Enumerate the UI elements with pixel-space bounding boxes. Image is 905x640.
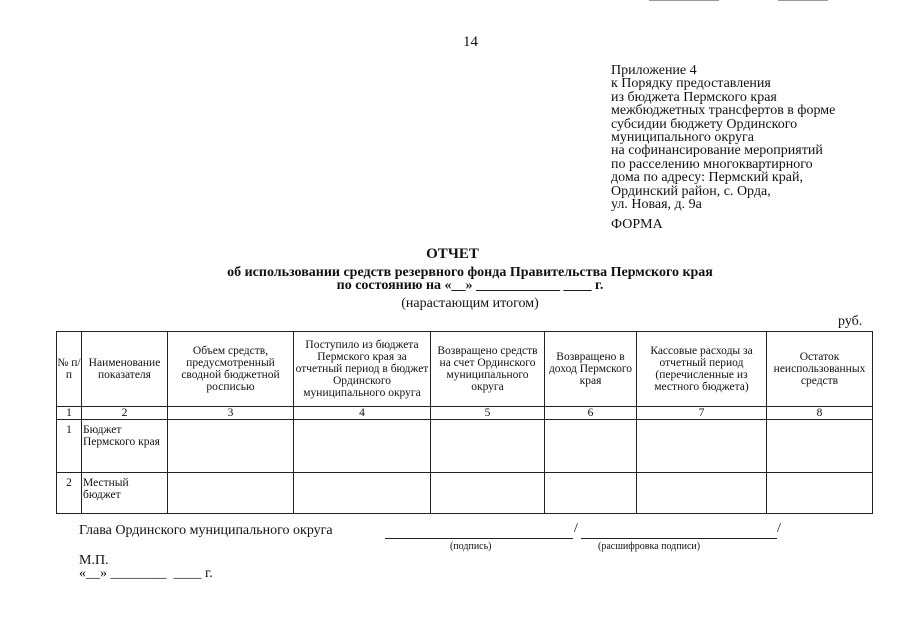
decoding-caption: (расшифровка подписи) [598, 541, 701, 552]
table-cell [168, 473, 294, 514]
signature-line [385, 538, 573, 539]
column-header: Возвращено средств на счет Ординского муниципального округа [431, 332, 545, 407]
row-name: Бюджет Пермского края [82, 420, 168, 473]
row-number: 2 [57, 473, 82, 514]
currency-unit: руб. [838, 314, 863, 329]
appendix-line: Ординский район, с. Орда, [611, 183, 771, 199]
appendix-line: межбюджетных трансфертов в форме [611, 103, 836, 119]
column-header: Поступило из бюджета Пермского края за отчетный период в бюджет Ординского муниципального округа [294, 332, 431, 407]
date-line: «__» ________ ____ г. [79, 566, 213, 581]
signature-separator: / [777, 521, 781, 536]
column-number: 7 [637, 407, 767, 420]
table-row [57, 420, 873, 473]
report-date-line: по состоянию на «__» ____________ ____ г. [336, 278, 604, 293]
appendix-line: на софинансирование мероприятий [611, 143, 823, 159]
report-subtitle [0, 266, 905, 292]
signature-label: Глава Ординского муниципального округа [79, 523, 333, 538]
row-number: 1 [57, 420, 82, 473]
appendix-line: к Порядку предоставления [611, 76, 771, 92]
signature-caption: (подпись) [450, 541, 492, 552]
table-cell [294, 420, 431, 473]
decoding-line [581, 538, 777, 539]
table-cell [545, 420, 637, 473]
page-number: 14 [463, 34, 478, 50]
table-cell [637, 473, 767, 514]
column-number: 3 [168, 407, 294, 420]
table-header-row [57, 332, 873, 407]
appendix-line: по расселению многоквартирного [611, 156, 813, 172]
appendix-line: из бюджета Пермского края [611, 89, 777, 105]
report-table [56, 331, 873, 514]
seal-label: М.П. [79, 553, 109, 568]
column-number: 2 [82, 407, 168, 420]
table-cell [168, 420, 294, 473]
table-row [57, 473, 873, 514]
column-header: Возвращено в доход Пермского края [545, 332, 637, 407]
appendix-block [611, 64, 871, 211]
table-cell [431, 473, 545, 514]
column-header: Кассовые расходы за отчетный период (перечисленные из местного бюджета) [637, 332, 767, 407]
appendix-line: дома по адресу: Пермский край, [611, 170, 803, 186]
column-number: 1 [57, 407, 82, 420]
report-subtitle-line: об использовании средств резервного фонда Правительства Пермского края [227, 265, 713, 280]
report-title: ОТЧЕТ [426, 246, 479, 262]
column-number: 5 [431, 407, 545, 420]
table-cell [431, 420, 545, 473]
table-cell [294, 473, 431, 514]
column-number: 8 [767, 407, 873, 420]
appendix-line: ул. Новая, д. 9а [611, 197, 702, 213]
report-note: (нарастающим итогом) [401, 296, 539, 311]
appendix-line: Приложение 4 [611, 63, 697, 78]
column-number-row [57, 407, 873, 420]
table-cell [545, 473, 637, 514]
column-number: 6 [545, 407, 637, 420]
table-cell [637, 420, 767, 473]
column-number: 4 [294, 407, 431, 420]
top-edge-rule [778, 0, 828, 1]
column-header: Наименование показателя [82, 332, 168, 407]
column-header: № п/п [57, 332, 82, 407]
column-header: Объем средств, предусмотренный сводной бюджетной росписью [168, 332, 294, 407]
appendix-line: муниципального округа [611, 130, 754, 146]
row-name: Местный бюджет [82, 473, 168, 514]
form-label: ФОРМА [611, 217, 663, 232]
signature-separator: / [574, 521, 578, 536]
top-edge-rule [649, 0, 719, 1]
appendix-line: субсидии бюджету Ординского [611, 116, 798, 132]
column-header: Остаток неиспользованных средств [767, 332, 873, 407]
table-cell [767, 473, 873, 514]
table-cell [767, 420, 873, 473]
